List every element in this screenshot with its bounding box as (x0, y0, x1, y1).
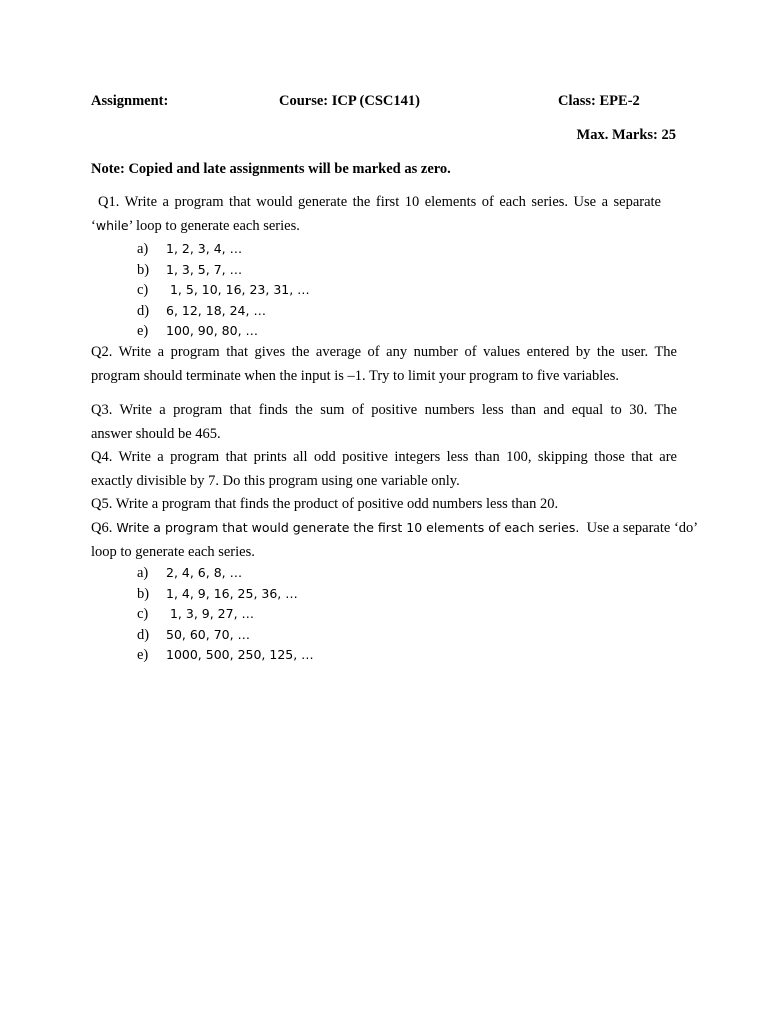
q3-line-2: answer should be 465. (91, 426, 221, 442)
list-item: c) 1, 3, 9, 27, … (137, 606, 255, 622)
list-item: d) 50, 60, 70, … (137, 626, 251, 643)
q1-series-list (137, 239, 310, 342)
list-item: e) 100, 90, 80, … (137, 323, 259, 339)
list-item: a) 2, 4, 6, 8, … (137, 565, 243, 581)
q4-line-2: exactly divisible by 7. Do this program using one variable only. (91, 473, 460, 489)
q6-line-1-sans: Write a program that would generate the first 10 elements of each series. (112, 520, 580, 535)
question-4 (91, 445, 677, 493)
question-3 (91, 398, 677, 446)
q2-line-2: program should terminate when the input is –1. Try to limit your program to five variables. (91, 368, 619, 384)
question-1 (98, 190, 661, 214)
assignment-label: Assignment: (91, 93, 169, 109)
q5-line-1: Q5. Write a program that finds the product of positive odd numbers less than 20. (91, 496, 559, 512)
q4-line-1: Q4. Write a program that prints all odd positive integers less than 100, skipping those that are (91, 449, 677, 465)
q3-line-1: Q3. Write a program that finds the sum of positive numbers less than and equal to 30. The (91, 402, 677, 418)
class-label: Class: EPE-2 (558, 93, 640, 109)
list-item: c) 1, 5, 10, 16, 23, 31, … (137, 282, 310, 298)
q1-while-keyword: while (95, 218, 129, 233)
list-item: b) 1, 3, 5, 7, … (137, 261, 243, 278)
q2-line-1: Q2. Write a program that gives the average of any number of values entered by the user. The (91, 344, 677, 360)
list-item: b) 1, 4, 9, 16, 25, 36, … (137, 585, 298, 602)
question-1-cont (91, 214, 677, 238)
list-item: e) 1000, 500, 250, 125, … (137, 647, 314, 663)
q1-quote-open: ‘ (91, 218, 96, 234)
q1-line-2 (91, 214, 677, 238)
question-6 (91, 516, 699, 564)
q1-line-1: Q1. Write a program that would generate the first 10 elements of each series. Use a separate (98, 194, 661, 210)
max-marks-label: Max. Marks: 25 (576, 127, 676, 143)
question-2 (91, 340, 677, 388)
note-text: Note: Copied and late assignments will be marked as zero. (91, 161, 451, 177)
q1-line-2-rest: ’ loop to generate each series. (128, 218, 300, 234)
list-item: d) 6, 12, 18, 24, … (137, 302, 266, 319)
q6-line-2: loop to generate each series. (91, 544, 255, 560)
q6-series-list (137, 563, 314, 666)
header-row (91, 93, 676, 113)
list-item: a) 1, 2, 3, 4, … (137, 241, 243, 257)
course-label: Course: ICP (CSC141) (279, 93, 420, 109)
question-5 (91, 492, 677, 516)
q6-line-1: Q6. Write a program that would generate the first 10 elements of each series. Use a separate ‘do’ (91, 520, 699, 536)
